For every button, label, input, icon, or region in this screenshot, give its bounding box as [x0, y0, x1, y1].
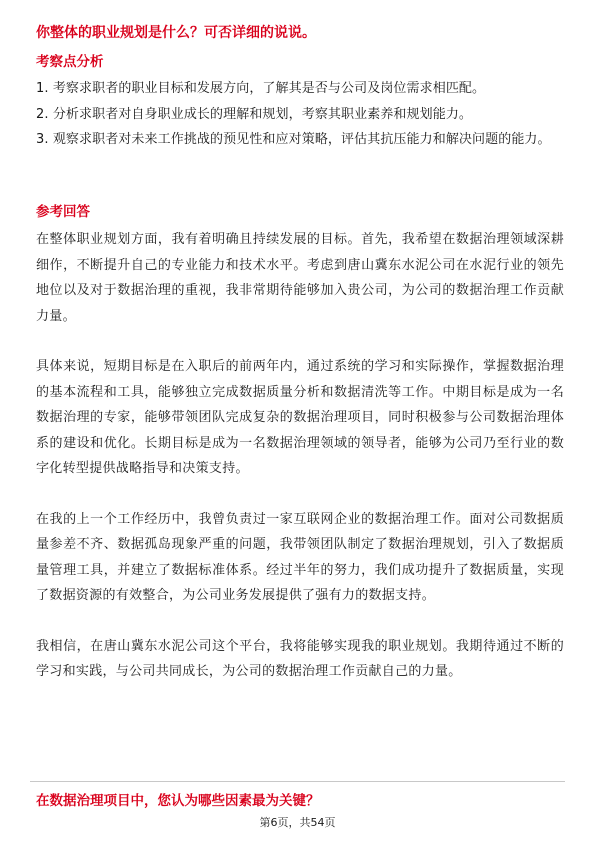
- analysis-list: [36, 76, 566, 153]
- answer-body: [36, 227, 564, 710]
- next-question-title: 在数据治理项目中，您认为哪些因素最为关键？: [36, 793, 320, 809]
- divider-line: [30, 781, 565, 782]
- answer-paragraph: 在我的上一个工作经历中，我曾负责过一家互联网企业的数据治理工作。面对公司数据质量参差不齐、数据孤岛现象严重的问题，我带领团队制定了数据治理规划，引入了数据质量管理工具，并建立了数据标准体系。经过半年的努力，我们成功提升了数据质量，实现了数据资源的有效整合，为公司业务发展提供了强有力的数据支持。: [36, 511, 564, 603]
- analysis-item: 3. 观察求职者对未来工作挑战的预见性和应对策略，评估其抗压能力和解决问题的能力。: [36, 132, 551, 147]
- analysis-item: 2. 分析求职者对自身职业成长的理解和规划，考察其职业素养和规划能力。: [36, 106, 473, 122]
- answer-paragraph: 在整体职业规划方面，我有着明确且持续发展的目标。首先，我希望在数据治理领域深耕细作，不断提升自己的专业能力和技术水平。考虑到唐山冀东水泥公司在水泥行业的领先地位以及对于数据治理的重视，我非常期待能够加入贵公司，为公司的数据治理工作贡献力量。: [36, 232, 564, 324]
- answer-paragraph: 我相信，在唐山冀东水泥公司这个平台，我将能够实现我的职业规划。我期待通过不断的学习和实践，与公司共同成长，为公司的数据治理工作贡献自己的力量。: [36, 638, 564, 679]
- answer-paragraph: 具体来说，短期目标是在入职后的前两年内，通过系统的学习和实际操作，掌握数据治理的基本流程和工具，能够独立完成数据质量分析和数据清洗等工作。中期目标是成为一名数据治理的专家，能够带领团队完成复杂的数据治理项目，同时积极参与公司数据治理体系的建设和优化。长期目标是成为一名数据治理领域的领导者，能够为公司乃至行业的数字化转型提供战略指导和决策支持。: [36, 359, 564, 476]
- analysis-item: 1. 考察求职者的职业目标和发展方向，了解其是否与公司及岗位需求相匹配。: [36, 81, 486, 96]
- analysis-heading: 考察点分析: [36, 54, 104, 70]
- page-number: 第6页，共54页: [259, 816, 336, 829]
- answer-heading: 参考回答: [36, 204, 90, 220]
- question-title: 你整体的职业规划是什么？可否详细的说说。: [36, 25, 316, 41]
